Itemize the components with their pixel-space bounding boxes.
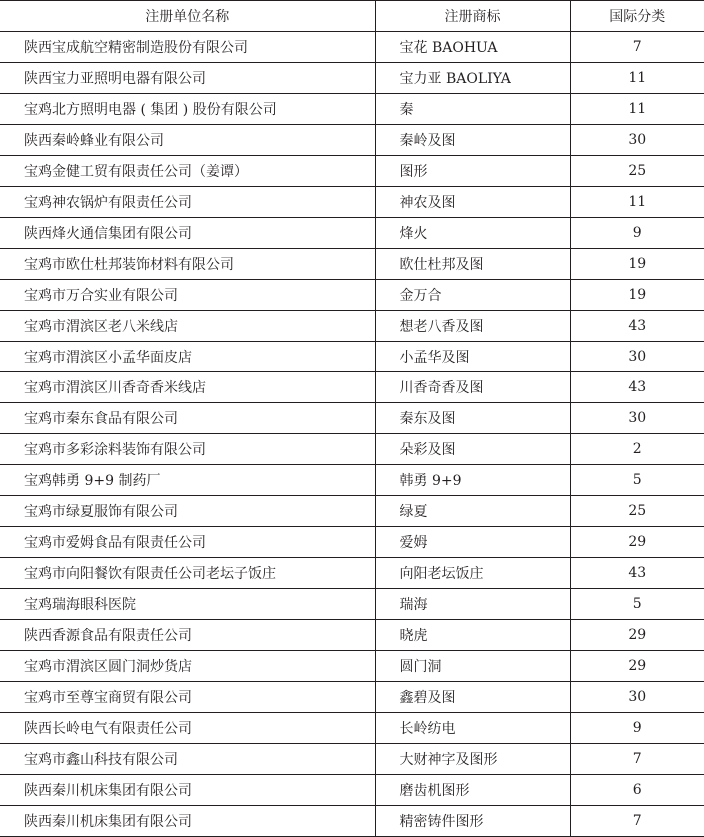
cell-company: 陕西秦川机床集团有限公司 bbox=[0, 805, 375, 836]
cell-company: 陕西烽火通信集团有限公司 bbox=[0, 217, 375, 248]
table-row bbox=[0, 155, 704, 186]
table-row bbox=[0, 310, 704, 341]
cell-trademark: 小孟华及图 bbox=[375, 341, 570, 372]
cell-trademark: 精密铸件图形 bbox=[375, 805, 570, 836]
cell-class: 11 bbox=[570, 93, 704, 124]
cell-company: 陕西宝力亚照明电器有限公司 bbox=[0, 62, 375, 93]
cell-trademark: 秦岭及图 bbox=[375, 124, 570, 155]
cell-company: 宝鸡金健工贸有限责任公司（姜谭） bbox=[0, 155, 375, 186]
table-row bbox=[0, 372, 704, 403]
cell-class: 25 bbox=[570, 496, 704, 527]
cell-class: 30 bbox=[570, 682, 704, 713]
table-row bbox=[0, 620, 704, 651]
header-company-name: 注册单位名称 bbox=[0, 1, 375, 32]
cell-trademark: 爱姆 bbox=[375, 527, 570, 558]
cell-class: 29 bbox=[570, 620, 704, 651]
table-row bbox=[0, 589, 704, 620]
table-row bbox=[0, 403, 704, 434]
table-row bbox=[0, 341, 704, 372]
cell-company: 宝鸡市欧仕杜邦装饰材料有限公司 bbox=[0, 248, 375, 279]
cell-class: 30 bbox=[570, 403, 704, 434]
cell-company: 宝鸡市向阳餐饮有限责任公司老坛子饭庄 bbox=[0, 558, 375, 589]
cell-company: 宝鸡市万合实业有限公司 bbox=[0, 279, 375, 310]
table-row bbox=[0, 32, 704, 63]
cell-class: 11 bbox=[570, 62, 704, 93]
table-row bbox=[0, 279, 704, 310]
cell-trademark: 向阳老坛饭庄 bbox=[375, 558, 570, 589]
cell-company: 陕西香源食品有限责任公司 bbox=[0, 620, 375, 651]
cell-class: 19 bbox=[570, 279, 704, 310]
cell-company: 陕西秦岭蜂业有限公司 bbox=[0, 124, 375, 155]
cell-company: 宝鸡市渭滨区老八米线店 bbox=[0, 310, 375, 341]
table-row bbox=[0, 496, 704, 527]
cell-trademark: 晓虎 bbox=[375, 620, 570, 651]
cell-class: 5 bbox=[570, 465, 704, 496]
cell-class: 19 bbox=[570, 248, 704, 279]
cell-company: 宝鸡市至尊宝商贸有限公司 bbox=[0, 682, 375, 713]
cell-class: 43 bbox=[570, 558, 704, 589]
table-row bbox=[0, 124, 704, 155]
header-trademark: 注册商标 bbox=[375, 1, 570, 32]
cell-company: 陕西宝成航空精密制造股份有限公司 bbox=[0, 32, 375, 63]
header-intl-class: 国际分类 bbox=[570, 1, 704, 32]
cell-class: 29 bbox=[570, 651, 704, 682]
table-row bbox=[0, 465, 704, 496]
cell-trademark: 欧仕杜邦及图 bbox=[375, 248, 570, 279]
cell-trademark: 秦东及图 bbox=[375, 403, 570, 434]
cell-company: 宝鸡市多彩涂料装饰有限公司 bbox=[0, 434, 375, 465]
cell-class: 9 bbox=[570, 217, 704, 248]
cell-trademark: 烽火 bbox=[375, 217, 570, 248]
cell-trademark: 长岭纺电 bbox=[375, 712, 570, 743]
cell-class: 2 bbox=[570, 434, 704, 465]
cell-company: 宝鸡市爱姆食品有限责任公司 bbox=[0, 527, 375, 558]
cell-trademark: 大财神字及图形 bbox=[375, 743, 570, 774]
table-row bbox=[0, 743, 704, 774]
cell-trademark: 朵彩及图 bbox=[375, 434, 570, 465]
cell-company: 宝鸡韩勇 9+9 制药厂 bbox=[0, 465, 375, 496]
cell-class: 11 bbox=[570, 186, 704, 217]
cell-trademark: 图形 bbox=[375, 155, 570, 186]
table-row bbox=[0, 651, 704, 682]
cell-trademark: 圆门洞 bbox=[375, 651, 570, 682]
cell-company: 宝鸡市渭滨区川香奇香米线店 bbox=[0, 372, 375, 403]
cell-company: 宝鸡市鑫山科技有限公司 bbox=[0, 743, 375, 774]
cell-class: 7 bbox=[570, 32, 704, 63]
cell-trademark: 绿夏 bbox=[375, 496, 570, 527]
cell-trademark: 鑫碧及图 bbox=[375, 682, 570, 713]
table-row bbox=[0, 527, 704, 558]
cell-class: 30 bbox=[570, 341, 704, 372]
cell-trademark: 川香奇香及图 bbox=[375, 372, 570, 403]
cell-trademark: 瑞海 bbox=[375, 589, 570, 620]
table-body bbox=[0, 32, 704, 837]
cell-class: 29 bbox=[570, 527, 704, 558]
cell-class: 9 bbox=[570, 712, 704, 743]
table-row bbox=[0, 805, 704, 836]
cell-class: 7 bbox=[570, 743, 704, 774]
cell-company: 宝鸡北方照明电器 ( 集团 ) 股份有限公司 bbox=[0, 93, 375, 124]
table-row bbox=[0, 248, 704, 279]
cell-class: 7 bbox=[570, 805, 704, 836]
table-row bbox=[0, 186, 704, 217]
cell-trademark: 神农及图 bbox=[375, 186, 570, 217]
cell-company: 宝鸡市秦东食品有限公司 bbox=[0, 403, 375, 434]
cell-class: 30 bbox=[570, 124, 704, 155]
cell-class: 43 bbox=[570, 310, 704, 341]
table-row bbox=[0, 682, 704, 713]
table-row bbox=[0, 62, 704, 93]
cell-class: 6 bbox=[570, 774, 704, 805]
cell-company: 陕西长岭电气有限责任公司 bbox=[0, 712, 375, 743]
cell-company: 宝鸡市渭滨区小孟华面皮店 bbox=[0, 341, 375, 372]
table-row bbox=[0, 712, 704, 743]
cell-company: 宝鸡市绿夏服饰有限公司 bbox=[0, 496, 375, 527]
table-row bbox=[0, 774, 704, 805]
cell-trademark: 宝花 BAOHUA bbox=[375, 32, 570, 63]
cell-class: 5 bbox=[570, 589, 704, 620]
table-row bbox=[0, 558, 704, 589]
cell-company: 宝鸡神农锅炉有限责任公司 bbox=[0, 186, 375, 217]
cell-trademark: 韩勇 9+9 bbox=[375, 465, 570, 496]
cell-trademark: 想老八香及图 bbox=[375, 310, 570, 341]
table-row bbox=[0, 93, 704, 124]
cell-trademark: 宝力亚 BAOLIYA bbox=[375, 62, 570, 93]
cell-trademark: 金万合 bbox=[375, 279, 570, 310]
cell-class: 25 bbox=[570, 155, 704, 186]
cell-company: 宝鸡瑞海眼科医院 bbox=[0, 589, 375, 620]
cell-company: 宝鸡市渭滨区圆门洞炒货店 bbox=[0, 651, 375, 682]
table-row bbox=[0, 217, 704, 248]
cell-company: 陕西秦川机床集团有限公司 bbox=[0, 774, 375, 805]
table-row bbox=[0, 434, 704, 465]
cell-trademark: 磨齿机图形 bbox=[375, 774, 570, 805]
header-row bbox=[0, 1, 704, 32]
cell-trademark: 秦 bbox=[375, 93, 570, 124]
cell-class: 43 bbox=[570, 372, 704, 403]
